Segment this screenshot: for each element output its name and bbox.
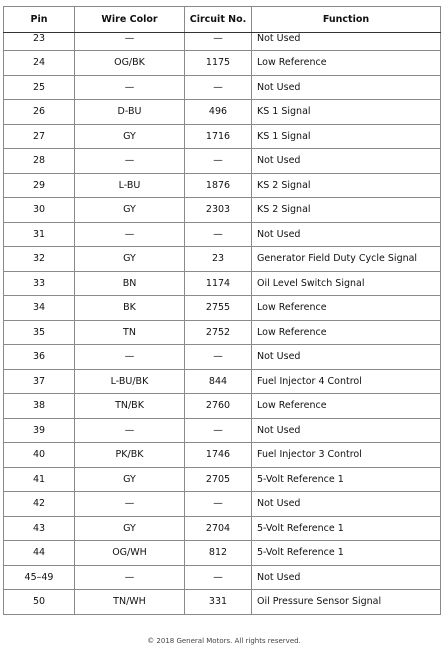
function-cell: Generator Field Duty Cycle Signal: [252, 247, 441, 272]
table-row: [4, 149, 441, 174]
table-row: [4, 590, 441, 615]
table-row: [4, 369, 441, 394]
function-cell: KS 2 Signal: [252, 198, 441, 223]
circuit-no-cell: 2755: [185, 296, 252, 321]
function-cell: Not Used: [252, 75, 441, 100]
circuit-no-cell: —: [185, 149, 252, 174]
wire-color-cell: GY: [75, 516, 185, 541]
circuit-no-cell: —: [185, 33, 252, 51]
wire-color-cell: L-BU: [75, 173, 185, 198]
pin-cell: 28: [4, 149, 75, 174]
function-cell: Low Reference: [252, 296, 441, 321]
table-row: [4, 516, 441, 541]
circuit-no-cell: —: [185, 418, 252, 443]
wire-color-cell: BK: [75, 296, 185, 321]
function-cell: Low Reference: [252, 320, 441, 345]
pin-cell: 31: [4, 222, 75, 247]
pin-cell: 43: [4, 516, 75, 541]
pin-cell: 50: [4, 590, 75, 615]
wire-color-cell: D-BU: [75, 100, 185, 125]
pin-cell: 39: [4, 418, 75, 443]
table-header: [4, 7, 441, 33]
connector-pinout-table-container: [3, 6, 440, 615]
table-row: [4, 33, 441, 51]
function-cell: Fuel Injector 3 Control: [252, 443, 441, 468]
wire-color-cell: GY: [75, 124, 185, 149]
table-row: [4, 345, 441, 370]
table-row: [4, 222, 441, 247]
pin-cell: 32: [4, 247, 75, 272]
wire-color-cell: GY: [75, 467, 185, 492]
circuit-no-cell: 1174: [185, 271, 252, 296]
circuit-no-cell: 1746: [185, 443, 252, 468]
pin-cell: 30: [4, 198, 75, 223]
function-cell: KS 1 Signal: [252, 124, 441, 149]
circuit-no-cell: —: [185, 565, 252, 590]
table-row: [4, 173, 441, 198]
wire-color-cell: GY: [75, 247, 185, 272]
function-cell: Low Reference: [252, 394, 441, 419]
pin-cell: 25: [4, 75, 75, 100]
circuit-no-cell: 2704: [185, 516, 252, 541]
table-row: [4, 443, 441, 468]
wire-color-cell: —: [75, 418, 185, 443]
wire-color-cell: —: [75, 149, 185, 174]
circuit-no-cell: 1876: [185, 173, 252, 198]
wire-color-cell: —: [75, 75, 185, 100]
table-row: [4, 492, 441, 517]
table-row: [4, 541, 441, 566]
circuit-no-cell: 2752: [185, 320, 252, 345]
header-function: Function: [252, 7, 441, 33]
table-body: [4, 33, 441, 615]
header-circuit-no: Circuit No.: [185, 7, 252, 33]
function-cell: Not Used: [252, 33, 441, 51]
pin-cell: 27: [4, 124, 75, 149]
function-cell: KS 2 Signal: [252, 173, 441, 198]
table-row: [4, 271, 441, 296]
function-cell: Not Used: [252, 492, 441, 517]
pin-cell: 34: [4, 296, 75, 321]
table-row: [4, 198, 441, 223]
wire-color-cell: —: [75, 565, 185, 590]
table-row: [4, 565, 441, 590]
wire-color-cell: TN/WH: [75, 590, 185, 615]
circuit-no-cell: —: [185, 492, 252, 517]
pin-cell: 45–49: [4, 565, 75, 590]
pin-cell: 33: [4, 271, 75, 296]
connector-pinout-table: [3, 6, 441, 615]
circuit-no-cell: 496: [185, 100, 252, 125]
copyright-footer: © 2018 General Motors. All rights reserved.: [147, 637, 301, 645]
table-row: [4, 467, 441, 492]
wire-color-cell: BN: [75, 271, 185, 296]
wire-color-cell: —: [75, 492, 185, 517]
function-cell: Low Reference: [252, 51, 441, 76]
circuit-no-cell: —: [185, 345, 252, 370]
header-wire-color: Wire Color: [75, 7, 185, 33]
pin-cell: 37: [4, 369, 75, 394]
pin-cell: 42: [4, 492, 75, 517]
wire-color-cell: —: [75, 345, 185, 370]
table-row: [4, 418, 441, 443]
pin-cell: 24: [4, 51, 75, 76]
pin-cell: 44: [4, 541, 75, 566]
circuit-no-cell: —: [185, 222, 252, 247]
circuit-no-cell: 2760: [185, 394, 252, 419]
wire-color-cell: OG/BK: [75, 51, 185, 76]
wire-color-cell: L-BU/BK: [75, 369, 185, 394]
function-cell: Fuel Injector 4 Control: [252, 369, 441, 394]
wire-color-cell: —: [75, 222, 185, 247]
table-row: [4, 320, 441, 345]
function-cell: 5-Volt Reference 1: [252, 541, 441, 566]
pin-cell: 36: [4, 345, 75, 370]
table-row: [4, 247, 441, 272]
circuit-no-cell: 23: [185, 247, 252, 272]
pin-cell: 26: [4, 100, 75, 125]
pin-cell: 41: [4, 467, 75, 492]
wire-color-cell: GY: [75, 198, 185, 223]
pin-cell: 38: [4, 394, 75, 419]
table-row: [4, 394, 441, 419]
table-row: [4, 100, 441, 125]
circuit-no-cell: 844: [185, 369, 252, 394]
function-cell: Oil Level Switch Signal: [252, 271, 441, 296]
pin-cell: 35: [4, 320, 75, 345]
function-cell: Not Used: [252, 565, 441, 590]
circuit-no-cell: —: [185, 75, 252, 100]
function-cell: 5-Volt Reference 1: [252, 467, 441, 492]
circuit-no-cell: 331: [185, 590, 252, 615]
function-cell: Oil Pressure Sensor Signal: [252, 590, 441, 615]
wire-color-cell: OG/WH: [75, 541, 185, 566]
circuit-no-cell: 812: [185, 541, 252, 566]
table-row: [4, 296, 441, 321]
circuit-no-cell: 1175: [185, 51, 252, 76]
table-row: [4, 51, 441, 76]
circuit-no-cell: 2705: [185, 467, 252, 492]
header-row: [4, 7, 441, 33]
function-cell: 5-Volt Reference 1: [252, 516, 441, 541]
header-pin: Pin: [4, 7, 75, 33]
function-cell: KS 1 Signal: [252, 100, 441, 125]
function-cell: Not Used: [252, 222, 441, 247]
wire-color-cell: TN/BK: [75, 394, 185, 419]
function-cell: Not Used: [252, 418, 441, 443]
wire-color-cell: TN: [75, 320, 185, 345]
pin-cell: 40: [4, 443, 75, 468]
function-cell: Not Used: [252, 149, 441, 174]
circuit-no-cell: 2303: [185, 198, 252, 223]
function-cell: Not Used: [252, 345, 441, 370]
wire-color-cell: —: [75, 33, 185, 51]
pin-cell: 29: [4, 173, 75, 198]
pin-cell: 23: [4, 33, 75, 51]
circuit-no-cell: 1716: [185, 124, 252, 149]
wire-color-cell: PK/BK: [75, 443, 185, 468]
table-row: [4, 75, 441, 100]
table-row: [4, 124, 441, 149]
